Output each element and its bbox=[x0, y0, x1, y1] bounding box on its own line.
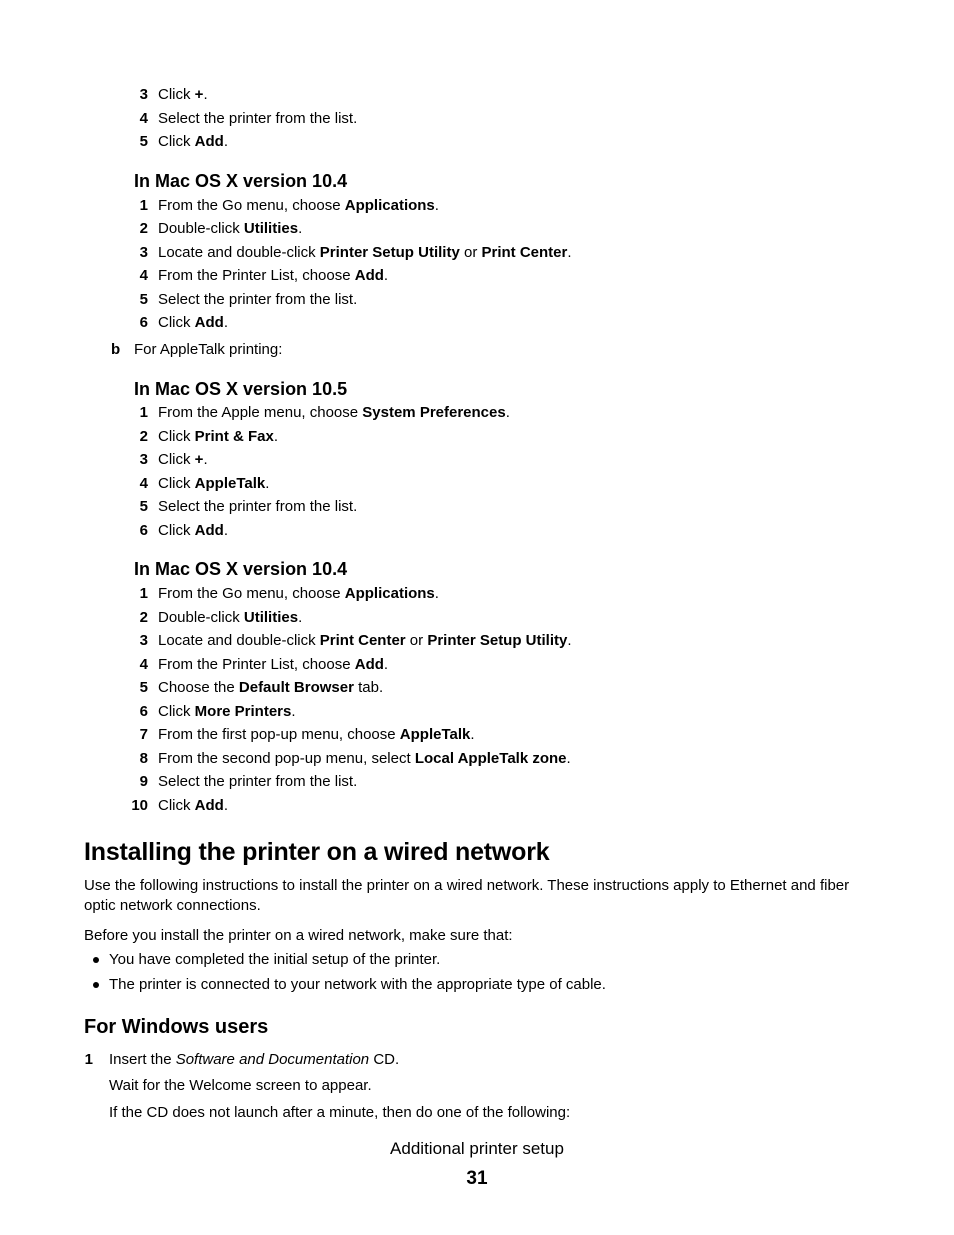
bold-term: + bbox=[194, 86, 204, 103]
text-run: . bbox=[203, 451, 208, 468]
section-heading-windows: For Windows users bbox=[84, 1016, 269, 1038]
step-text bbox=[158, 584, 439, 604]
bold-term: Printer Setup Utility bbox=[319, 244, 460, 261]
text-run: Select the printer from the list. bbox=[158, 773, 358, 790]
text-run: From the Apple menu, choose bbox=[158, 404, 363, 421]
text-run: . bbox=[567, 244, 572, 261]
step-number: 2 bbox=[139, 428, 148, 445]
section-heading-mac-10-5: In Mac OS X version 10.5 bbox=[134, 379, 348, 399]
text-run: Double-click bbox=[158, 609, 244, 626]
bold-term: Print & Fax bbox=[194, 428, 274, 445]
text-run: Select the printer from the list. bbox=[158, 291, 358, 308]
text-run: From the first pop-up menu, choose bbox=[158, 726, 400, 743]
step-number: 5 bbox=[139, 498, 148, 515]
text-run: Click bbox=[158, 428, 195, 445]
text-run: . bbox=[505, 404, 510, 421]
text-run: . bbox=[291, 703, 296, 720]
step-text bbox=[158, 85, 208, 105]
step-text bbox=[158, 749, 571, 769]
bold-term: Printer Setup Utility bbox=[427, 632, 568, 649]
step-number: 10 bbox=[131, 797, 148, 814]
step-number: 5 bbox=[139, 679, 148, 696]
bold-term: Add bbox=[194, 314, 224, 331]
page-number: 31 bbox=[466, 1168, 488, 1189]
text-run: or bbox=[459, 244, 482, 261]
bold-term: Utilities bbox=[243, 609, 299, 626]
step-number: 1 bbox=[139, 585, 148, 602]
step-number: 2 bbox=[139, 609, 148, 626]
text-run: CD. bbox=[369, 1051, 400, 1068]
step-text bbox=[158, 521, 228, 541]
bullet-text: You have completed the initial setup of the printer. bbox=[109, 951, 441, 968]
list-text: For AppleTalk printing: bbox=[134, 341, 283, 358]
step-number: 4 bbox=[139, 110, 148, 127]
text-run: . bbox=[566, 750, 571, 767]
text-run: . bbox=[273, 428, 279, 445]
text-run: . bbox=[434, 585, 439, 602]
section-heading-mac-10-4-appletalk: In Mac OS X version 10.4 bbox=[134, 559, 348, 579]
text-run: From the Printer List, choose bbox=[158, 267, 355, 284]
step-number: 4 bbox=[139, 656, 148, 673]
step-text bbox=[158, 132, 228, 152]
step-number: 9 bbox=[139, 773, 148, 790]
text-run: . bbox=[298, 220, 303, 237]
step-text bbox=[158, 631, 572, 651]
step-text bbox=[158, 266, 388, 286]
text-run: From the second pop-up menu, select bbox=[158, 750, 415, 767]
text-run: Click bbox=[158, 86, 195, 103]
step-text bbox=[158, 702, 296, 722]
text-run: . bbox=[223, 797, 229, 814]
bold-term: Add bbox=[194, 522, 224, 539]
step-number: 1 bbox=[139, 197, 148, 214]
list-letter: b bbox=[111, 341, 121, 358]
bold-term: AppleTalk bbox=[399, 726, 471, 743]
step-number: 3 bbox=[139, 451, 148, 468]
text-run: From the Printer List, choose bbox=[158, 656, 355, 673]
step-text bbox=[109, 1050, 399, 1070]
bullet-dot-icon bbox=[93, 957, 99, 963]
step-text bbox=[158, 796, 228, 816]
text-run: Click bbox=[158, 797, 195, 814]
bold-term: Add bbox=[354, 656, 384, 673]
step-text bbox=[158, 290, 357, 310]
text-run: . bbox=[383, 267, 389, 284]
text-run: Click bbox=[158, 133, 195, 150]
intro-paragraph: Use the following instructions to install the printer on a wired network. These instructions apply to Ethernet and fiber optic network connections. bbox=[84, 877, 850, 914]
step-number: 1 bbox=[84, 1051, 93, 1068]
bold-term: Add bbox=[354, 267, 384, 284]
page-heading-wired-network: Installing the printer on a wired network bbox=[84, 838, 550, 866]
text-run: Select the printer from the list. bbox=[158, 110, 358, 127]
text-run: Click bbox=[158, 475, 195, 492]
step-number: 1 bbox=[139, 404, 148, 421]
bold-term: More Printers bbox=[194, 703, 292, 720]
text-run: From the Go menu, choose bbox=[158, 197, 345, 214]
step-text bbox=[158, 678, 383, 698]
step-number: 4 bbox=[139, 267, 148, 284]
bold-term: Add bbox=[194, 133, 224, 150]
text-run: Click bbox=[158, 522, 195, 539]
text-run: . bbox=[470, 726, 475, 743]
before-paragraph: Before you install the printer on a wired network, make sure that: bbox=[84, 927, 513, 944]
text-run: . bbox=[265, 475, 270, 492]
text-run: Locate and double-click bbox=[158, 244, 320, 261]
text-run: tab. bbox=[353, 679, 384, 696]
step-text bbox=[158, 725, 475, 745]
if-cd-paragraph: If the CD does not launch after a minute, then do one of the following: bbox=[109, 1104, 571, 1121]
text-run: Click bbox=[158, 314, 195, 331]
step-text bbox=[158, 474, 269, 494]
bold-term: Print Center bbox=[319, 632, 406, 649]
step-number: 4 bbox=[139, 475, 148, 492]
step-number: 5 bbox=[139, 133, 148, 150]
step-number: 6 bbox=[139, 703, 148, 720]
step-number: 6 bbox=[139, 314, 148, 331]
text-run: Select the printer from the list. bbox=[158, 498, 358, 515]
text-run: Click bbox=[158, 451, 195, 468]
step-text bbox=[158, 655, 388, 675]
text-run: . bbox=[383, 656, 389, 673]
text-run: . bbox=[298, 609, 303, 626]
bold-term: Print Center bbox=[481, 244, 568, 261]
bold-term: AppleTalk bbox=[194, 475, 266, 492]
bold-term: + bbox=[194, 451, 204, 468]
step-text bbox=[158, 450, 208, 470]
step-text bbox=[158, 196, 439, 216]
step-number: 5 bbox=[139, 291, 148, 308]
step-number: 3 bbox=[139, 86, 148, 103]
step-text bbox=[158, 608, 302, 628]
wait-paragraph: Wait for the Welcome screen to appear. bbox=[109, 1077, 372, 1094]
step-number: 8 bbox=[139, 750, 148, 767]
bold-term: Applications bbox=[344, 585, 435, 602]
text-run: . bbox=[223, 522, 229, 539]
step-text bbox=[158, 497, 357, 517]
text-run: . bbox=[203, 86, 208, 103]
bold-term: Local AppleTalk zone bbox=[414, 750, 567, 767]
italic-term: Software and Documentation bbox=[175, 1051, 370, 1068]
text-run: . bbox=[567, 632, 572, 649]
step-text bbox=[158, 403, 510, 423]
step-text bbox=[158, 219, 302, 239]
footer-chapter-title: Additional printer setup bbox=[390, 1139, 564, 1158]
section-heading-mac-10-4: In Mac OS X version 10.4 bbox=[134, 171, 348, 191]
step-number: 3 bbox=[139, 244, 148, 261]
bold-term: Add bbox=[194, 797, 224, 814]
text-run: Insert the bbox=[109, 1051, 176, 1068]
step-text bbox=[158, 109, 357, 129]
bold-term: System Preferences bbox=[362, 404, 506, 421]
step-number: 2 bbox=[139, 220, 148, 237]
bold-term: Default Browser bbox=[238, 679, 354, 696]
text-run: Click bbox=[158, 703, 195, 720]
text-run: or bbox=[405, 632, 428, 649]
step-number: 7 bbox=[139, 726, 148, 743]
bold-term: Applications bbox=[344, 197, 435, 214]
text-run: . bbox=[434, 197, 439, 214]
text-run: Locate and double-click bbox=[158, 632, 320, 649]
step-text bbox=[158, 313, 228, 333]
step-text bbox=[158, 427, 278, 447]
step-text bbox=[158, 243, 572, 263]
text-run: . bbox=[223, 314, 229, 331]
text-run: Choose the bbox=[158, 679, 239, 696]
step-number: 6 bbox=[139, 522, 148, 539]
text-run: Double-click bbox=[158, 220, 244, 237]
text-run: From the Go menu, choose bbox=[158, 585, 345, 602]
bullet-text: The printer is connected to your network with the appropriate type of cable. bbox=[109, 976, 606, 993]
step-number: 3 bbox=[139, 632, 148, 649]
bold-term: Utilities bbox=[243, 220, 299, 237]
text-run: . bbox=[223, 133, 229, 150]
step-text bbox=[158, 772, 357, 792]
bullet-dot-icon bbox=[93, 982, 99, 988]
